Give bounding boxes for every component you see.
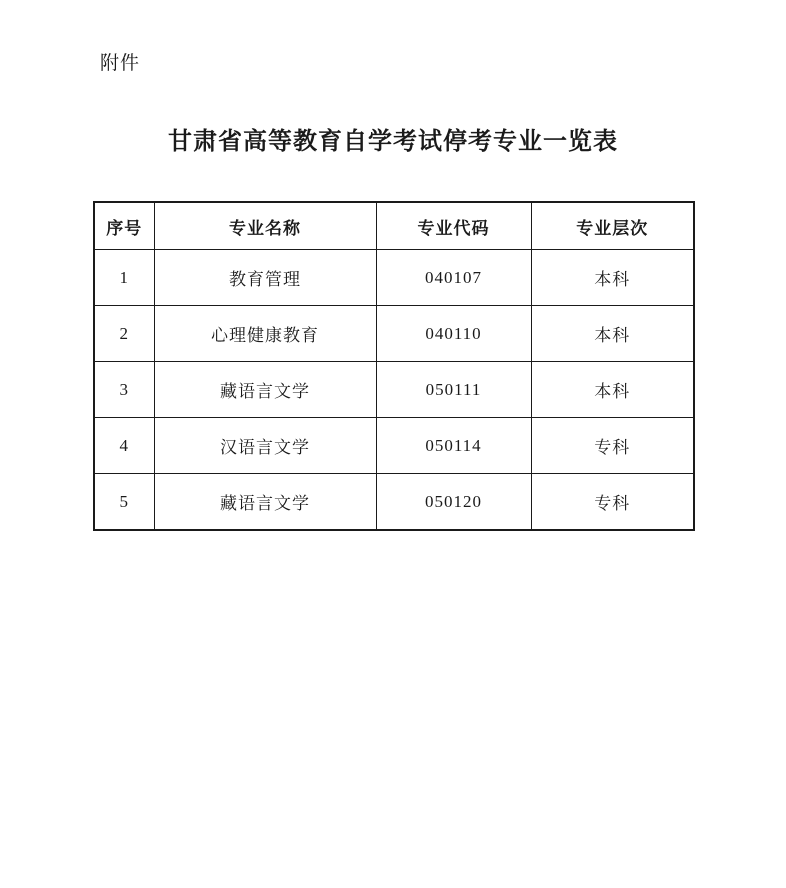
attachment-label: 附件 bbox=[100, 53, 141, 74]
cell-name: 汉语言文学 bbox=[154, 418, 376, 474]
header-cell-no: 序号 bbox=[94, 202, 154, 250]
cell-code: 050120 bbox=[376, 474, 531, 531]
cell-code: 050114 bbox=[376, 418, 531, 474]
cell-no: 1 bbox=[94, 250, 154, 306]
table-row bbox=[94, 306, 694, 362]
table-header-row bbox=[94, 202, 694, 250]
cell-level: 本科 bbox=[531, 306, 694, 362]
cell-code: 040107 bbox=[376, 250, 531, 306]
table-row bbox=[94, 418, 694, 474]
cell-level: 本科 bbox=[531, 250, 694, 306]
cell-no: 5 bbox=[94, 474, 154, 531]
table-row bbox=[94, 250, 694, 306]
cell-no: 2 bbox=[94, 306, 154, 362]
table-row bbox=[94, 362, 694, 418]
cell-level: 专科 bbox=[531, 418, 694, 474]
suspended-majors-table bbox=[93, 201, 695, 531]
table-row bbox=[94, 474, 694, 531]
cell-name: 心理健康教育 bbox=[154, 306, 376, 362]
cell-name: 藏语言文学 bbox=[154, 474, 376, 531]
cell-name: 藏语言文学 bbox=[154, 362, 376, 418]
cell-level: 本科 bbox=[531, 362, 694, 418]
cell-no: 4 bbox=[94, 418, 154, 474]
header-cell-code: 专业代码 bbox=[376, 202, 531, 250]
header-cell-name: 专业名称 bbox=[154, 202, 376, 250]
cell-code: 040110 bbox=[376, 306, 531, 362]
cell-code: 050111 bbox=[376, 362, 531, 418]
page-title: 甘肃省高等教育自学考试停考专业一览表 bbox=[168, 129, 618, 155]
cell-no: 3 bbox=[94, 362, 154, 418]
cell-level: 专科 bbox=[531, 474, 694, 531]
cell-name: 教育管理 bbox=[154, 250, 376, 306]
header-cell-level: 专业层次 bbox=[531, 202, 694, 250]
